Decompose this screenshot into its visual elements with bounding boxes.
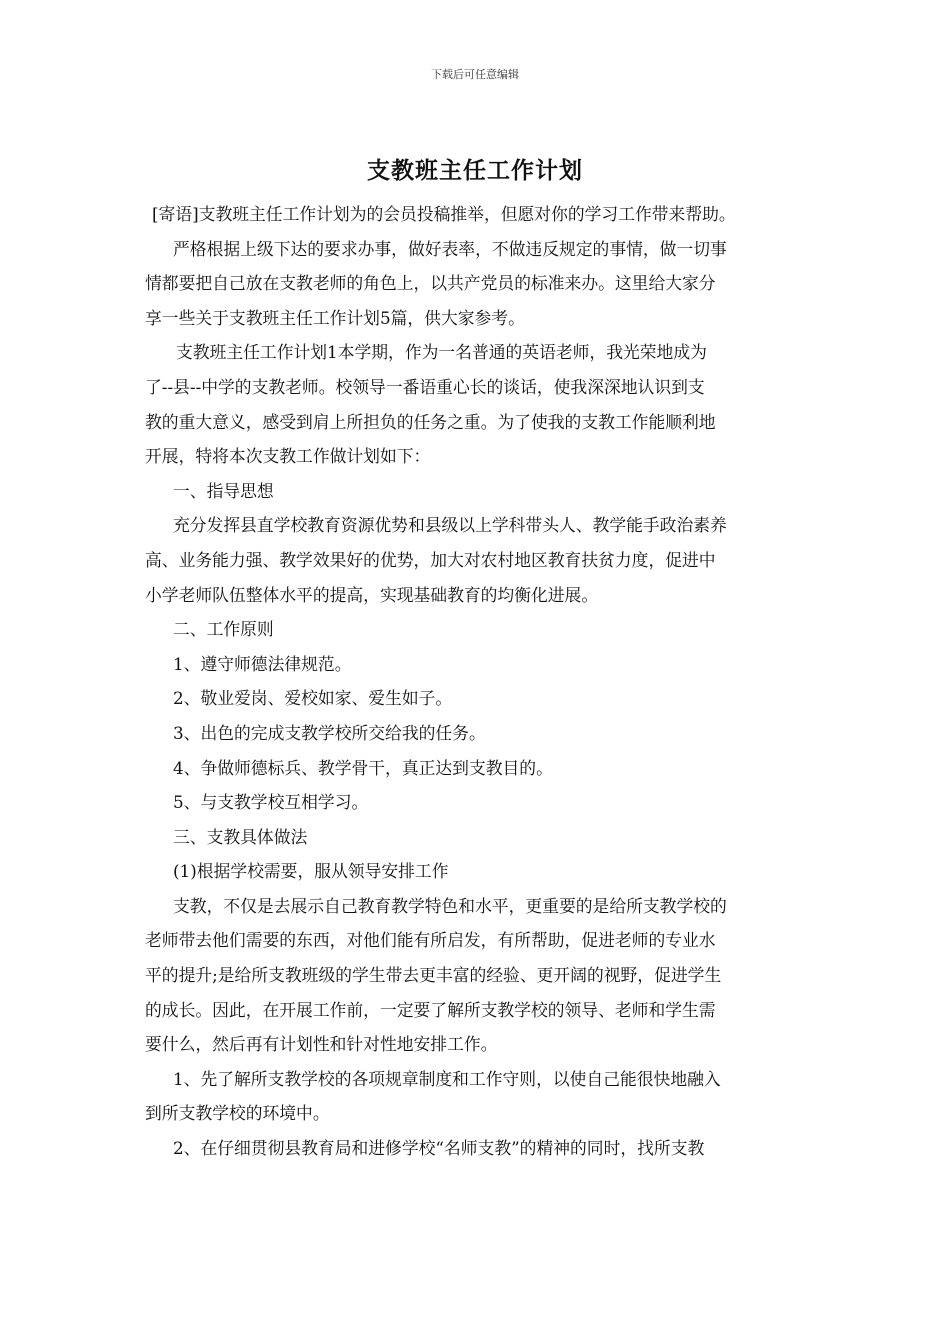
paragraph-line: 小学老师队伍整体水平的提高，实现基础教育的均衡化进展。: [145, 584, 599, 605]
paragraph-line: 享一些关于支教班主任工作计划5篇，供大家参考。: [145, 307, 525, 328]
paragraph-line: 了--县--中学的支教老师。校领导一番语重心长的谈话，使我深深地认识到支: [145, 376, 705, 397]
paragraph-line: 2、在仔细贯彻县教育局和进修学校“名师支教”的精神的同时，找所支教: [173, 1138, 705, 1159]
list-item: 2、敬业爱岗、爱校如家、爱生如子。: [173, 688, 453, 709]
paragraph-line: 支教班主任工作计划1本学期，作为一名普通的英语老师，我光荣地成为: [176, 342, 707, 363]
section-heading: 二、工作原则: [173, 619, 274, 640]
paragraph-line: [寄语]支教班主任工作计划为的会员投稿推举，但愿对你的学习工作带来帮助。: [152, 204, 736, 224]
section-heading: 一、指导思想: [173, 480, 274, 501]
paragraph-line: 高、业务能力强、教学效果好的优势，加大对农村地区教育扶贫力度，促进中: [145, 549, 716, 570]
paragraph-line: 开展，特将本次支教工作做计划如下：: [145, 446, 431, 467]
paragraph-line: 充分发挥县直学校教育资源优势和县级以上学科带头人、教学能手政治素养: [173, 515, 727, 536]
section-heading: 三、支教具体做法: [173, 826, 308, 847]
paragraph-line: 教的重大意义，感受到肩上所担负的任务之重。为了使我的支教工作能顺利地: [145, 411, 716, 432]
list-item: 4、争做师德标兵、教学骨干，真正达到支教目的。: [173, 757, 553, 778]
paragraph-line: 支教，不仅是去展示自己教育教学特色和水平，更重要的是给所支教学校的: [173, 895, 727, 916]
document-body: [145, 197, 817, 1166]
subsection-heading: (1)根据学校需要，服从领导安排工作: [173, 861, 449, 882]
paragraph-line: 1、先了解所支教学校的各项规章制度和工作守则，以使自己能很快地融入: [173, 1068, 721, 1089]
paragraph-line: 的成长。因此，在开展工作前，一定要了解所支教学校的领导、老师和学生需: [145, 999, 716, 1020]
list-item: 1、遵守师德法律规范。: [173, 653, 352, 674]
paragraph-line: 严格根据上级下达的要求办事，做好表率，不做违反规定的事情，做一切事: [173, 238, 727, 259]
document-title: 支教班主任工作计划: [367, 158, 583, 184]
paragraph-line: 情都要把自己放在支教老师的角色上，以共产党员的标准来办。这里给大家分: [145, 273, 716, 294]
paragraph-line: 平的提升;是给所支教班级的学生带去更丰富的经验、更开阔的视野，促进学生: [145, 965, 722, 986]
list-item: 5、与支教学校互相学习。: [173, 792, 369, 813]
list-item: 3、出色的完成支教学校所交给我的任务。: [173, 722, 486, 743]
page-header-note: 下载后可任意编辑: [431, 68, 519, 81]
paragraph-line: 老师带去他们需要的东西，对他们能有所启发，有所帮助，促进老师的专业水: [145, 930, 716, 951]
paragraph-line: 要什么，然后再有计划性和针对性地安排工作。: [145, 1034, 498, 1055]
paragraph-line: 到所支教学校的环境中。: [145, 1103, 330, 1124]
